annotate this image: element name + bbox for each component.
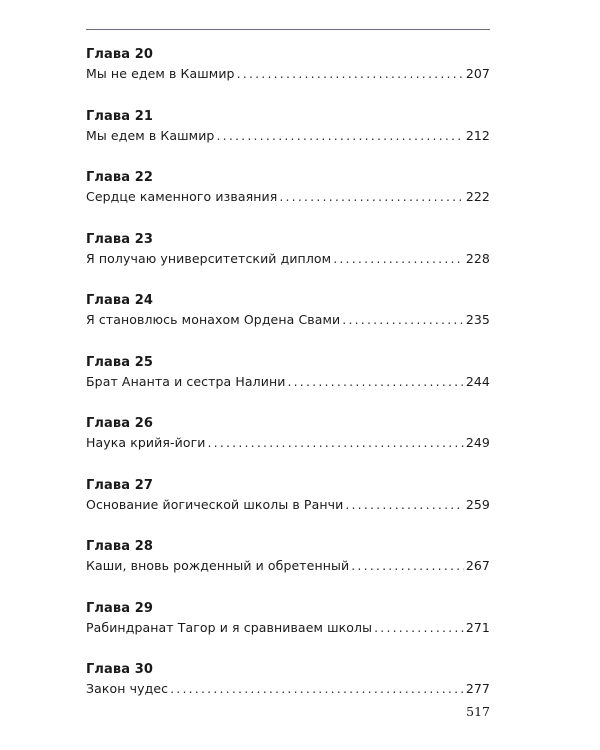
chapter-title: Каши, вновь рожденный и обретенный [86, 558, 350, 573]
chapter-page-number: 244 [465, 373, 490, 389]
toc-line [86, 619, 490, 637]
toc-line [86, 434, 490, 452]
toc-entry-20 [86, 47, 490, 104]
chapter-label: Глава 30 [86, 662, 153, 677]
chapter-title: Наука крийя-йоги [86, 435, 206, 450]
chapter-label: Глава 21 [86, 108, 153, 124]
chapter-label: Глава 20 [86, 47, 153, 62]
toc-entry-23 [86, 232, 490, 289]
toc-entry-21 [86, 109, 490, 166]
chapter-label: Глава 26 [86, 416, 153, 431]
chapter-title: Закон чудес [86, 681, 169, 696]
chapter-page-number: 228 [465, 250, 490, 266]
toc-entry-24 [86, 293, 490, 350]
toc-entry-26 [86, 416, 490, 473]
folio-page-number: 517 [466, 704, 490, 719]
dot-leader [342, 311, 464, 329]
chapter-label: Глава 25 [86, 354, 153, 370]
toc-entry-25 [86, 355, 490, 412]
dot-leader [207, 434, 463, 452]
dot-leader [374, 619, 464, 637]
chapter-label: Глава 28 [86, 539, 153, 554]
chapter-title: Мы едем в Кашмир [86, 127, 215, 143]
chapter-page-number: 277 [465, 681, 490, 696]
chapter-title: Я получаю университетский диплом [86, 250, 332, 266]
toc-line [86, 65, 490, 83]
dot-leader [237, 65, 464, 83]
chapter-title: Брат Ананта и сестра Налини [86, 373, 286, 389]
chapter-label: Глава 29 [86, 600, 153, 616]
dot-leader [287, 373, 463, 391]
toc-entry-29 [86, 601, 490, 658]
chapter-title: Я становлюсь монахом Ордена Свами [86, 312, 341, 327]
chapter-label: Глава 27 [86, 477, 153, 493]
dot-leader [333, 250, 464, 268]
table-of-contents [86, 42, 490, 719]
dot-leader [279, 188, 464, 206]
chapter-label: Глава 22 [86, 170, 153, 185]
chapter-title: Рабиндранат Тагор и я сравниваем школы [86, 619, 373, 635]
toc-line [86, 496, 490, 514]
chapter-page-number: 267 [465, 558, 490, 573]
header-rule [86, 29, 490, 30]
dot-leader [345, 496, 464, 514]
toc-line [86, 680, 490, 698]
dot-leader [216, 127, 463, 145]
chapter-page-number: 207 [465, 66, 490, 81]
toc-entry-30 [86, 662, 490, 719]
chapter-page-number: 259 [465, 496, 490, 512]
chapter-page-number: 249 [465, 435, 490, 450]
dot-leader [351, 557, 464, 575]
chapter-page-number: 235 [465, 312, 490, 327]
chapter-label: Глава 24 [86, 293, 153, 308]
dot-leader [170, 680, 464, 698]
chapter-page-number: 271 [465, 619, 490, 635]
chapter-title: Сердце каменного изваяния [86, 189, 278, 204]
chapter-title: Мы не едем в Кашмир [86, 66, 235, 81]
toc-line [86, 127, 490, 145]
toc-entry-22 [86, 170, 490, 227]
toc-entry-28 [86, 539, 490, 596]
toc-line [86, 250, 490, 268]
chapter-title: Основание йогической школы в Ранчи [86, 496, 344, 512]
chapter-page-number: 212 [465, 127, 490, 143]
toc-entry-27 [86, 478, 490, 535]
toc-line [86, 188, 490, 206]
toc-line [86, 557, 490, 575]
chapter-page-number: 222 [465, 189, 490, 204]
toc-line [86, 373, 490, 391]
chapter-label: Глава 23 [86, 231, 153, 247]
toc-line [86, 311, 490, 329]
